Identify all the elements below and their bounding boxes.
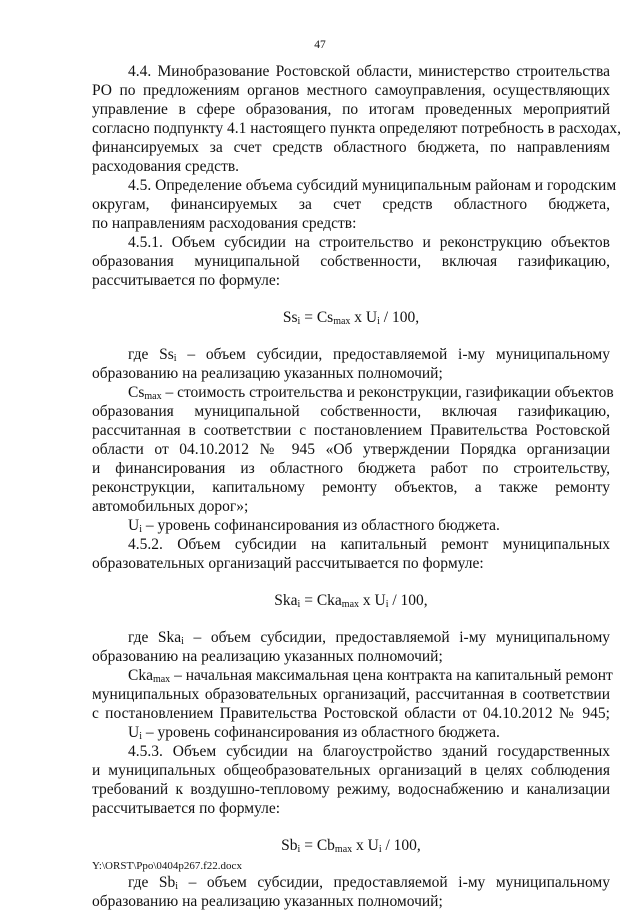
page-number: 47 [314,39,326,51]
cs-definition-line: $Cs_{max}$ – стоимость строительства и реконструкции, газификации объектов [128,384,614,402]
u-definition-line: $U_i$ – уровень софинансирования из областного бюджета. [128,517,500,535]
paragraph-4-4-line: финансируемых за счет средств областного бюджета, по направлениям [92,139,610,156]
paragraph-4-5-line: по направлениям расходования средств: [92,215,357,232]
paragraph-4-5-3-line: рассчитывается по формуле: [92,800,281,817]
u-definition-line: $U_i$ – уровень софинансирования из областного бюджета. [128,724,500,742]
paragraph-4-5-1-line: 4.5.1. Объем субсидии на строительство и реконструкцию объектов [128,234,610,251]
cs-definition-line: реконструкции, капитальному ремонту объектов, а также ремонту [92,479,610,496]
cs-definition-line: образования муниципальной собственности, включая газификацию, [92,403,610,420]
paragraph-4-5-line: округам, финансируемых за счет средств областного бюджета, [92,196,610,213]
paragraph-4-5-2-line: образовательных организаций рассчитывается по формуле: [92,555,484,572]
paragraph-4-5-2-line: 4.5.2. Объем субсидии на капитальный ремонт муниципальных [128,536,610,553]
paragraph-4-4-line: 4.4. Минобразование Ростовской области, министерство строительства [128,63,610,80]
paragraph-4-5-3-line: требований к воздушно-тепловому режиму, водоснабжению и канализации [92,781,610,798]
paragraph-4-5-1-line: рассчитывается по формуле: [92,272,281,289]
formula-ss: $Ss_i = Cs_{max}$ x $U_i / 100$, [282,309,420,327]
where-ss-line: где $Ss_i$ – объем субсидии, предоставляемой i-му муниципальному [128,346,610,364]
paragraph-4-4-line: управление в сфере образования, по итогам проведенных мероприятий [92,101,610,118]
formula-ska: Ska$_i$ = Cka$_{max}$ x $U_i / 100$, [274,592,428,610]
footer-file-path: Y:\ORST\Ppo\0404p267.f22.docx [92,860,242,872]
where-ska-line: где Ska$_i$ – объем субсидии, предоставляемой i-му муниципальному [128,629,611,647]
cs-definition-line: области от 04.10.2012 № 945 «Об утверждении Порядка организации [92,441,610,458]
paragraph-4-5-3-line: 4.5.3. Объем субсидии на благоустройство зданий государственных [128,743,610,760]
paragraph-4-4-line: расходования средств. [92,158,240,175]
where-sb-line: образованию на реализацию указанных полномочий; [92,893,443,910]
paragraph-4-5-1-line: образования муниципальной собственности, включая газификацию, [92,253,610,270]
paragraph-4-4-line: согласно подпункту 4.1 настоящего пункта определяют потребность в расходах, [92,120,622,137]
formula-sb: $Sb_i = Cb_{max}$ x $U_i / 100$, [281,837,421,855]
cs-definition-line: и финансирования из областного бюджета работ по строительству, [92,460,610,477]
cs-definition-line: автомобильных дорог»; [92,498,249,515]
cka-definition-line: муниципальных образовательных организаций, рассчитанная в соответствии [92,686,610,703]
paragraph-4-5-3-line: и муниципальных общеобразовательных организаций в целях соблюдения [92,762,610,779]
where-ska-line: образованию на реализацию указанных полномочий; [92,648,443,665]
document-body [92,62,622,911]
where-ss-line: образованию на реализацию указанных полномочий; [92,365,443,382]
paragraph-4-5-line: 4.5. Определение объема субсидий муниципальным районам и городским [128,177,617,194]
paragraph-4-4-line: РО по предложениям органов местного самоуправления, осуществляющих [92,82,610,99]
cka-definition-line: Cka$_{max}$ – начальная максимальная цена контракта на капитальный ремонт [128,667,613,685]
cs-definition-line: рассчитанная в соответствии с постановлением Правительства Ростовской [92,422,610,439]
where-sb-line: где $Sb_i$ – объем субсидии, предоставляемой i-му муниципальному [128,874,610,892]
cka-definition-line: с постановлением Правительства Ростовской области от 04.10.2012 № 945; [92,705,610,722]
